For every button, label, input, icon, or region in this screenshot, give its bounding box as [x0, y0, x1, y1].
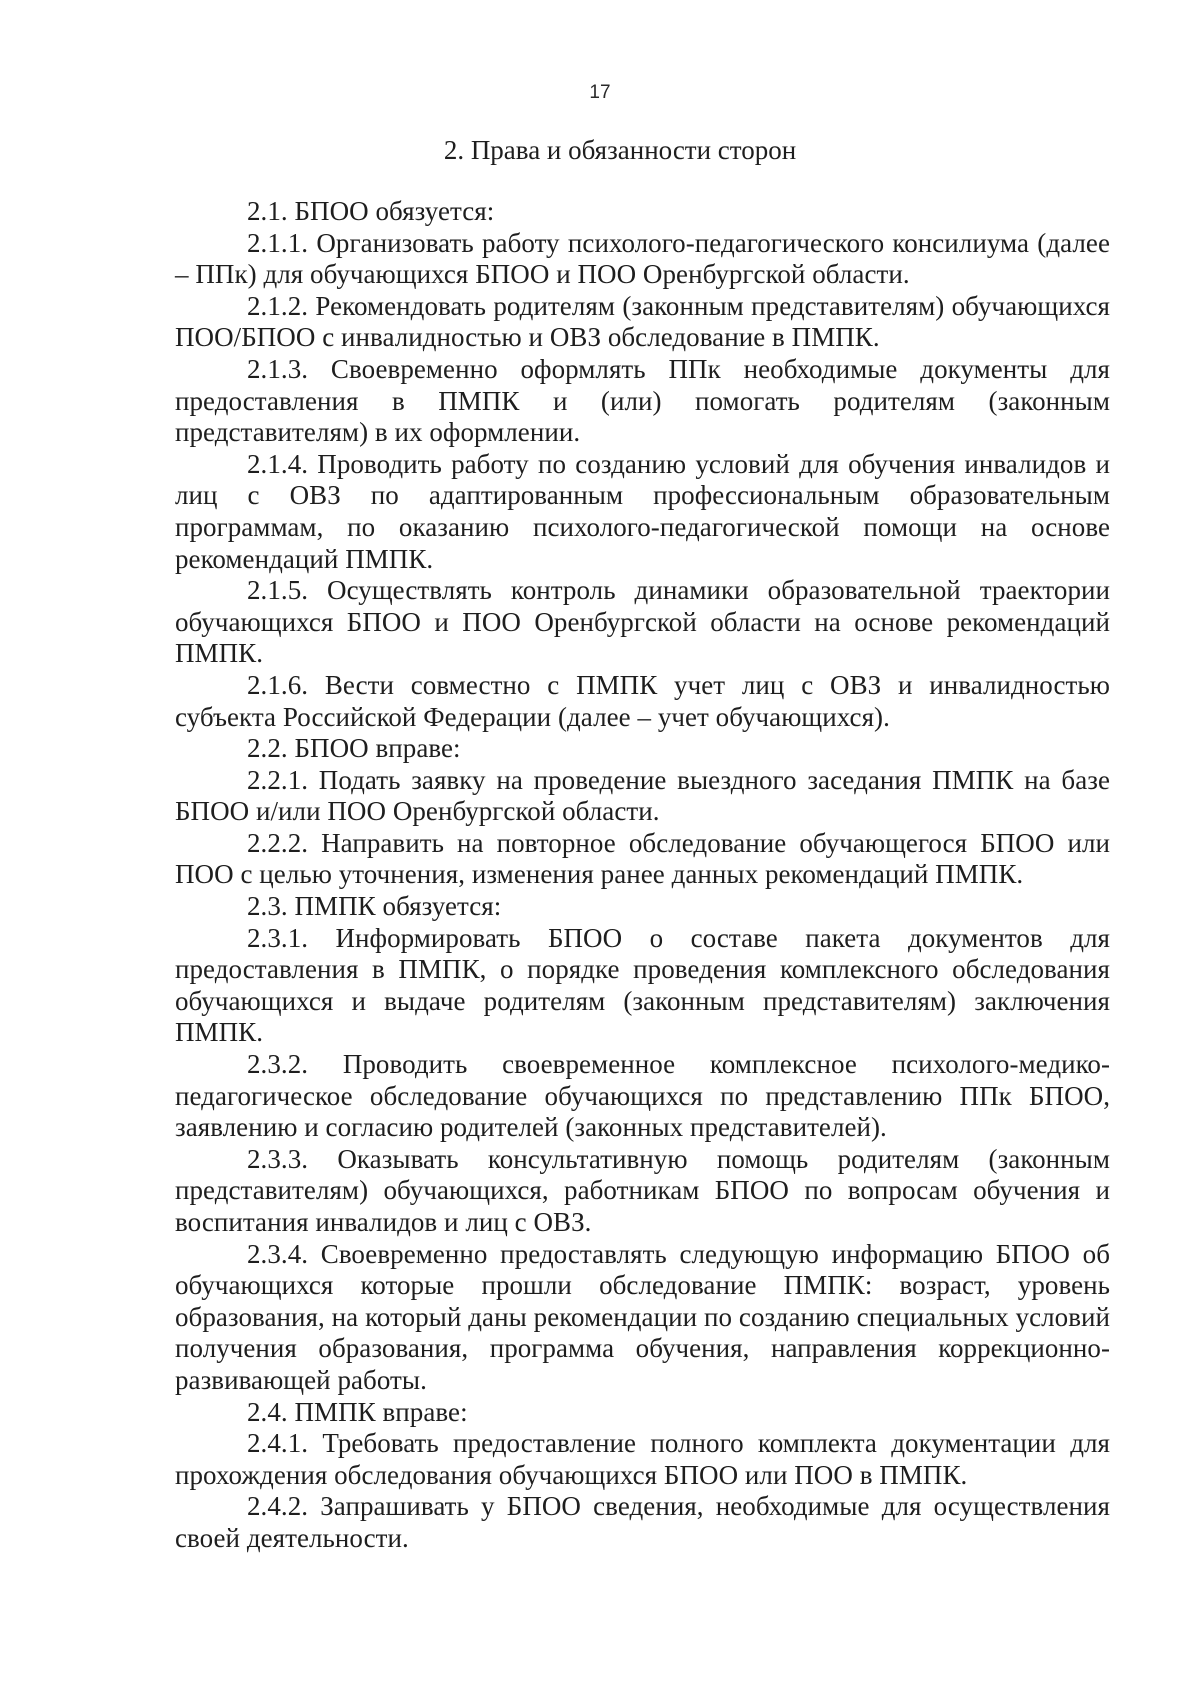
page-number: 17: [589, 82, 611, 103]
paragraph-2-3-3: 2.3.3. Оказывать консультативную помощь родителям (законным представителям) обучающихся, работникам БПОО по вопросам обучения и воспитания инвалидов и лиц с ОВЗ.: [175, 1143, 1110, 1237]
paragraph-2-4: 2.4. ПМПК вправе:: [247, 1396, 468, 1427]
section-title: 2. Права и обязанности сторон: [443, 135, 797, 165]
paragraph-2-1-5: 2.1.5. Осуществлять контроль динамики образовательной траектории обучающихся БПОО и ПОО Оренбургской области на основе рекомендаций ПМПК.: [175, 575, 1110, 669]
paragraph-2-3-2: 2.3.2. Проводить своевременное комплексное психолого-медико-педагогическое обследование обучающихся по представлению ППк БПОО, заявлению и согласию родителей (законных представителей).: [175, 1049, 1110, 1143]
paragraph-2-1-6: 2.1.6. Вести совместно с ПМПК учет лиц с ОВЗ и инвалидностью субъекта Российской Федерации (далее – учет обучающихся).: [175, 669, 1110, 732]
paragraph-2-1: 2.1. БПОО обязуется:: [247, 196, 495, 226]
paragraph-2-2-2: 2.2.2. Направить на повторное обследование обучающегося БПОО или ПОО с целью уточнения, изменения ранее данных рекомендаций ПМПК.: [175, 827, 1110, 890]
paragraph-2-1-3: 2.1.3. Своевременно оформлять ППк необходимые документы для предоставления в ПМПК и (или) помогать родителям (законным представителям) в их оформлении.: [175, 353, 1110, 448]
paragraph-2-3-1: 2.3.1. Информировать БПОО о составе пакета документов для предоставления в ПМПК, о порядке проведения комплексного обследования обучающихся и выдаче родителям (законным представителям) заключения ПМПК.: [175, 922, 1110, 1048]
paragraph-2-2: 2.2. БПОО вправе:: [247, 733, 461, 764]
document-body: [175, 196, 1110, 1555]
paragraph-2-1-4: 2.1.4. Проводить работу по созданию условий для обучения инвалидов и лиц с ОВЗ по адаптированным профессиональным образовательным программам, по оказанию психолого-педагогической помощи на основе рекомендаций ПМПК.: [175, 448, 1110, 574]
paragraph-2-4-2: 2.4.2. Запрашивать у БПОО сведения, необходимые для осуществления своей деятельности.: [175, 1491, 1110, 1553]
paragraph-2-4-1: 2.4.1. Требовать предоставление полного комплекта документации для прохождения обследования обучающихся БПОО или ПОО в ПМПК.: [175, 1428, 1110, 1490]
paragraph-2-2-1: 2.2.1. Подать заявку на проведение выездного заседания ПМПК на базе БПОО и/или ПОО Оренбургской области.: [175, 764, 1110, 827]
paragraph-2-1-1: 2.1.1. Организовать работу психолого-педагогического консилиума (далее – ППк) для обучающихся БПОО и ПОО Оренбургской области.: [175, 227, 1110, 290]
paragraph-2-3-4: 2.3.4. Своевременно предоставлять следующую информацию БПОО об обучающихся которые прошли обследование ПМПК: возраст, уровень образования, на который даны рекомендации по созданию специальных условий получения образования, программа обучения, направления коррекционно-развивающей работы.: [175, 1238, 1110, 1395]
paragraph-2-1-2: 2.1.2. Рекомендовать родителям (законным представителям) обучающихся ПОО/БПОО с инвалидностью и ОВЗ обследование в ПМПК.: [175, 290, 1110, 353]
paragraph-2-3: 2.3. ПМПК обязуется:: [247, 891, 502, 922]
